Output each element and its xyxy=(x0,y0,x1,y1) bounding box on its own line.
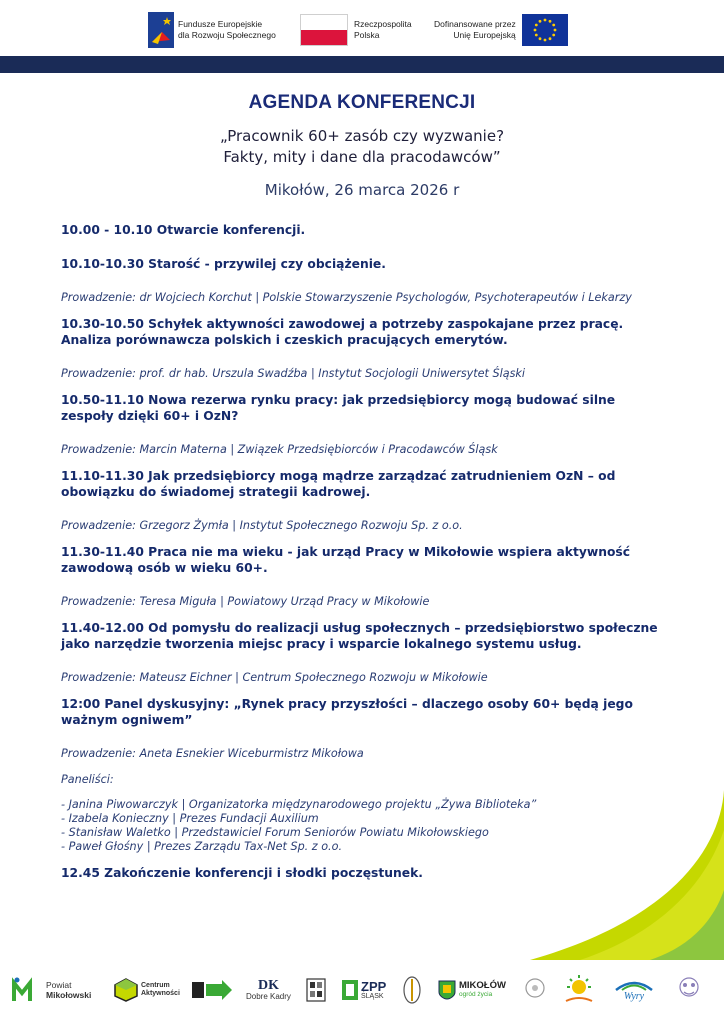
panelist-item: - Stanisław Waletko | Przedstawiciel Forum Seniorów Powiatu Mikołowskiego xyxy=(61,826,489,839)
rp-logo-line2: Polska xyxy=(354,30,380,40)
gmina-wyry-logo xyxy=(614,972,654,1008)
rp-logo-line1: Rzeczpospolita xyxy=(354,19,412,29)
arrow-logo-icon xyxy=(192,978,232,1002)
wyry-arc-icon xyxy=(614,978,654,992)
mikolow-tagline: ogród życia xyxy=(459,991,493,998)
agenda-list xyxy=(61,222,661,881)
dk-name: Dobre Kadry xyxy=(246,992,291,1001)
session-4-lead: Prowadzenie: Marcin Materna | Związek Przedsiębiorców i Pracodawców Śląsk xyxy=(61,443,498,456)
place-date: Mikołów, 26 marca 2026 r xyxy=(264,181,460,199)
partner-emblem-logo xyxy=(402,972,422,1008)
zpp-slask-logo xyxy=(342,972,386,1008)
eu-logo-line2: Unię Europejską xyxy=(453,30,516,40)
session-closing: 12.45 Zakończenie konferencji i słodki poczęstunek. xyxy=(61,866,423,880)
session-4: 10.50-11.10 Nowa rezerwa rynku pracy: jak przedsiębiorcy mogą budować silne zespoły dzięki 60+ i OzN? xyxy=(61,393,616,423)
figures-logo-icon xyxy=(676,976,702,1004)
session-3: 10.30-10.50 Schyłek aktywności zawodowej a potrzeby zaspokajane przez pracę. Analiza porównawcza polskich i czeskich pracujących emerytów. xyxy=(61,317,624,347)
panelist-item: - Janina Piwowarczyk | Organizatorka międzynarodowego projektu „Żywa Biblioteka” xyxy=(61,798,537,811)
session-2-lead: Prowadzenie: dr Wojciech Korchut | Polskie Stowarzyszenie Psychologów, Psychoterapeutów i Lekarzy xyxy=(61,291,632,304)
session-7: 11.40-12.00 Od pomysłu do realizacji usług społecznych – przedsiębiorstwo społeczne jako narzędzie tworzenia miejsc pracy i wsparcie lokalnego systemu usług. xyxy=(61,621,658,651)
zpp-region: ŚLĄSK xyxy=(361,992,384,1000)
dk-mark: DK xyxy=(257,978,279,993)
eu-flag-icon xyxy=(522,14,568,46)
panelist-item: - Paweł Głośny | Prezes Zarządu Tax-Net Sp. z o.o. xyxy=(61,840,343,853)
powiat-line1: Powiat xyxy=(46,980,72,990)
centrum-aktywnosci-logo xyxy=(114,972,180,1008)
session-5: 11.10-11.30 Jak przedsiębiorcy mogą mądrze zarządzać zatrudnieniem OzN – od obowiązku do świadomej strategii kadrowej. xyxy=(61,469,616,499)
eu-logo-line1: Dofinansowane przez xyxy=(434,19,516,29)
decorative-swoosh xyxy=(520,790,724,960)
partner-round-logo xyxy=(524,972,546,1008)
subtitle-line-1: „Pracownik 60+ zasób czy wyzwanie? xyxy=(219,127,505,145)
powiat-mark-icon xyxy=(12,977,44,1003)
partner-sun-logo xyxy=(562,972,596,1008)
fe-mark-icon xyxy=(148,12,174,48)
powiat-line2: Mikołowski xyxy=(46,990,92,1000)
centrum-line2: Aktywności xyxy=(141,990,180,997)
zpp-name: ZPP xyxy=(361,978,387,994)
panel-lead: Prowadzenie: Aneta Esnekier Wiceburmistrz Mikołowa xyxy=(61,747,364,760)
header-band xyxy=(0,56,724,73)
emblem-icon xyxy=(402,975,422,1005)
subtitle-line-2: Fakty, mity i dane dla pracodawców” xyxy=(223,148,501,166)
fe-logo-line1: Fundusze Europejskie xyxy=(178,19,263,29)
partner-arrow-logo xyxy=(192,972,232,1008)
page-title: AGENDA KONFERENCJI xyxy=(248,92,476,113)
session-7-lead: Prowadzenie: Mateusz Eichner | Centrum Społecznego Rozwoju w Mikołowie xyxy=(61,671,488,684)
session-panel: 12:00 Panel dyskusyjny: „Rynek pracy przyszłości – dlaczego osoby 60+ będą jego ważnym ogniwem” xyxy=(61,697,633,727)
wyry-name: Wyry xyxy=(623,991,645,1002)
mikolow-logo xyxy=(438,972,506,1008)
session-opening: 10.00 - 10.10 Otwarcie konferencji. xyxy=(61,223,306,237)
dobre-kadry-logo xyxy=(246,972,291,1008)
conference-subtitle xyxy=(0,126,724,168)
partner-grid-logo xyxy=(306,972,326,1008)
partner-figures-logo xyxy=(676,972,702,1008)
session-6: 11.30-11.40 Praca nie ma wieku - jak urząd Pracy w Mikołowie wspiera aktywność zawodową osób w wieku 60+. xyxy=(61,545,631,575)
zpp-mark-icon xyxy=(342,980,358,1000)
grid-logo-icon xyxy=(306,978,326,1002)
session-3-lead: Prowadzenie: prof. dr hab. Urszula Swadźba | Instytut Socjologii Uniwersytet Śląski xyxy=(61,367,525,380)
fe-logo-line2: dla Rozwoju Społecznego xyxy=(178,30,276,40)
session-2: 10.10-10.30 Starość - przywilej czy obciążenie. xyxy=(61,257,386,271)
polish-flag-icon xyxy=(300,14,348,46)
centrum-line1: Centrum xyxy=(141,982,170,989)
round-logo-icon xyxy=(524,977,546,1003)
rzeczpospolita-polska-logo xyxy=(300,12,412,48)
centrum-cube-icon xyxy=(114,978,138,1002)
mikolow-name: MIKOŁÓW xyxy=(459,980,506,991)
session-5-lead: Prowadzenie: Grzegorz Żymła | Instytut Społecznego Rozwoju Sp. z o.o. xyxy=(61,519,463,532)
fundusze-europejskie-logo xyxy=(148,12,276,48)
panelists-label: Paneliści: xyxy=(61,773,114,786)
session-6-lead: Prowadzenie: Teresa Miguła | Powiatowy Urząd Pracy w Mikołowie xyxy=(61,595,430,608)
powiat-mikolowski-logo xyxy=(12,972,91,1008)
mikolow-crest-icon xyxy=(438,980,456,1000)
eu-cofunding-logo xyxy=(434,12,568,48)
panelist-item: - Izabela Konieczny | Prezes Fundacji Auxilium xyxy=(61,812,319,825)
sun-logo-icon xyxy=(562,975,596,1005)
